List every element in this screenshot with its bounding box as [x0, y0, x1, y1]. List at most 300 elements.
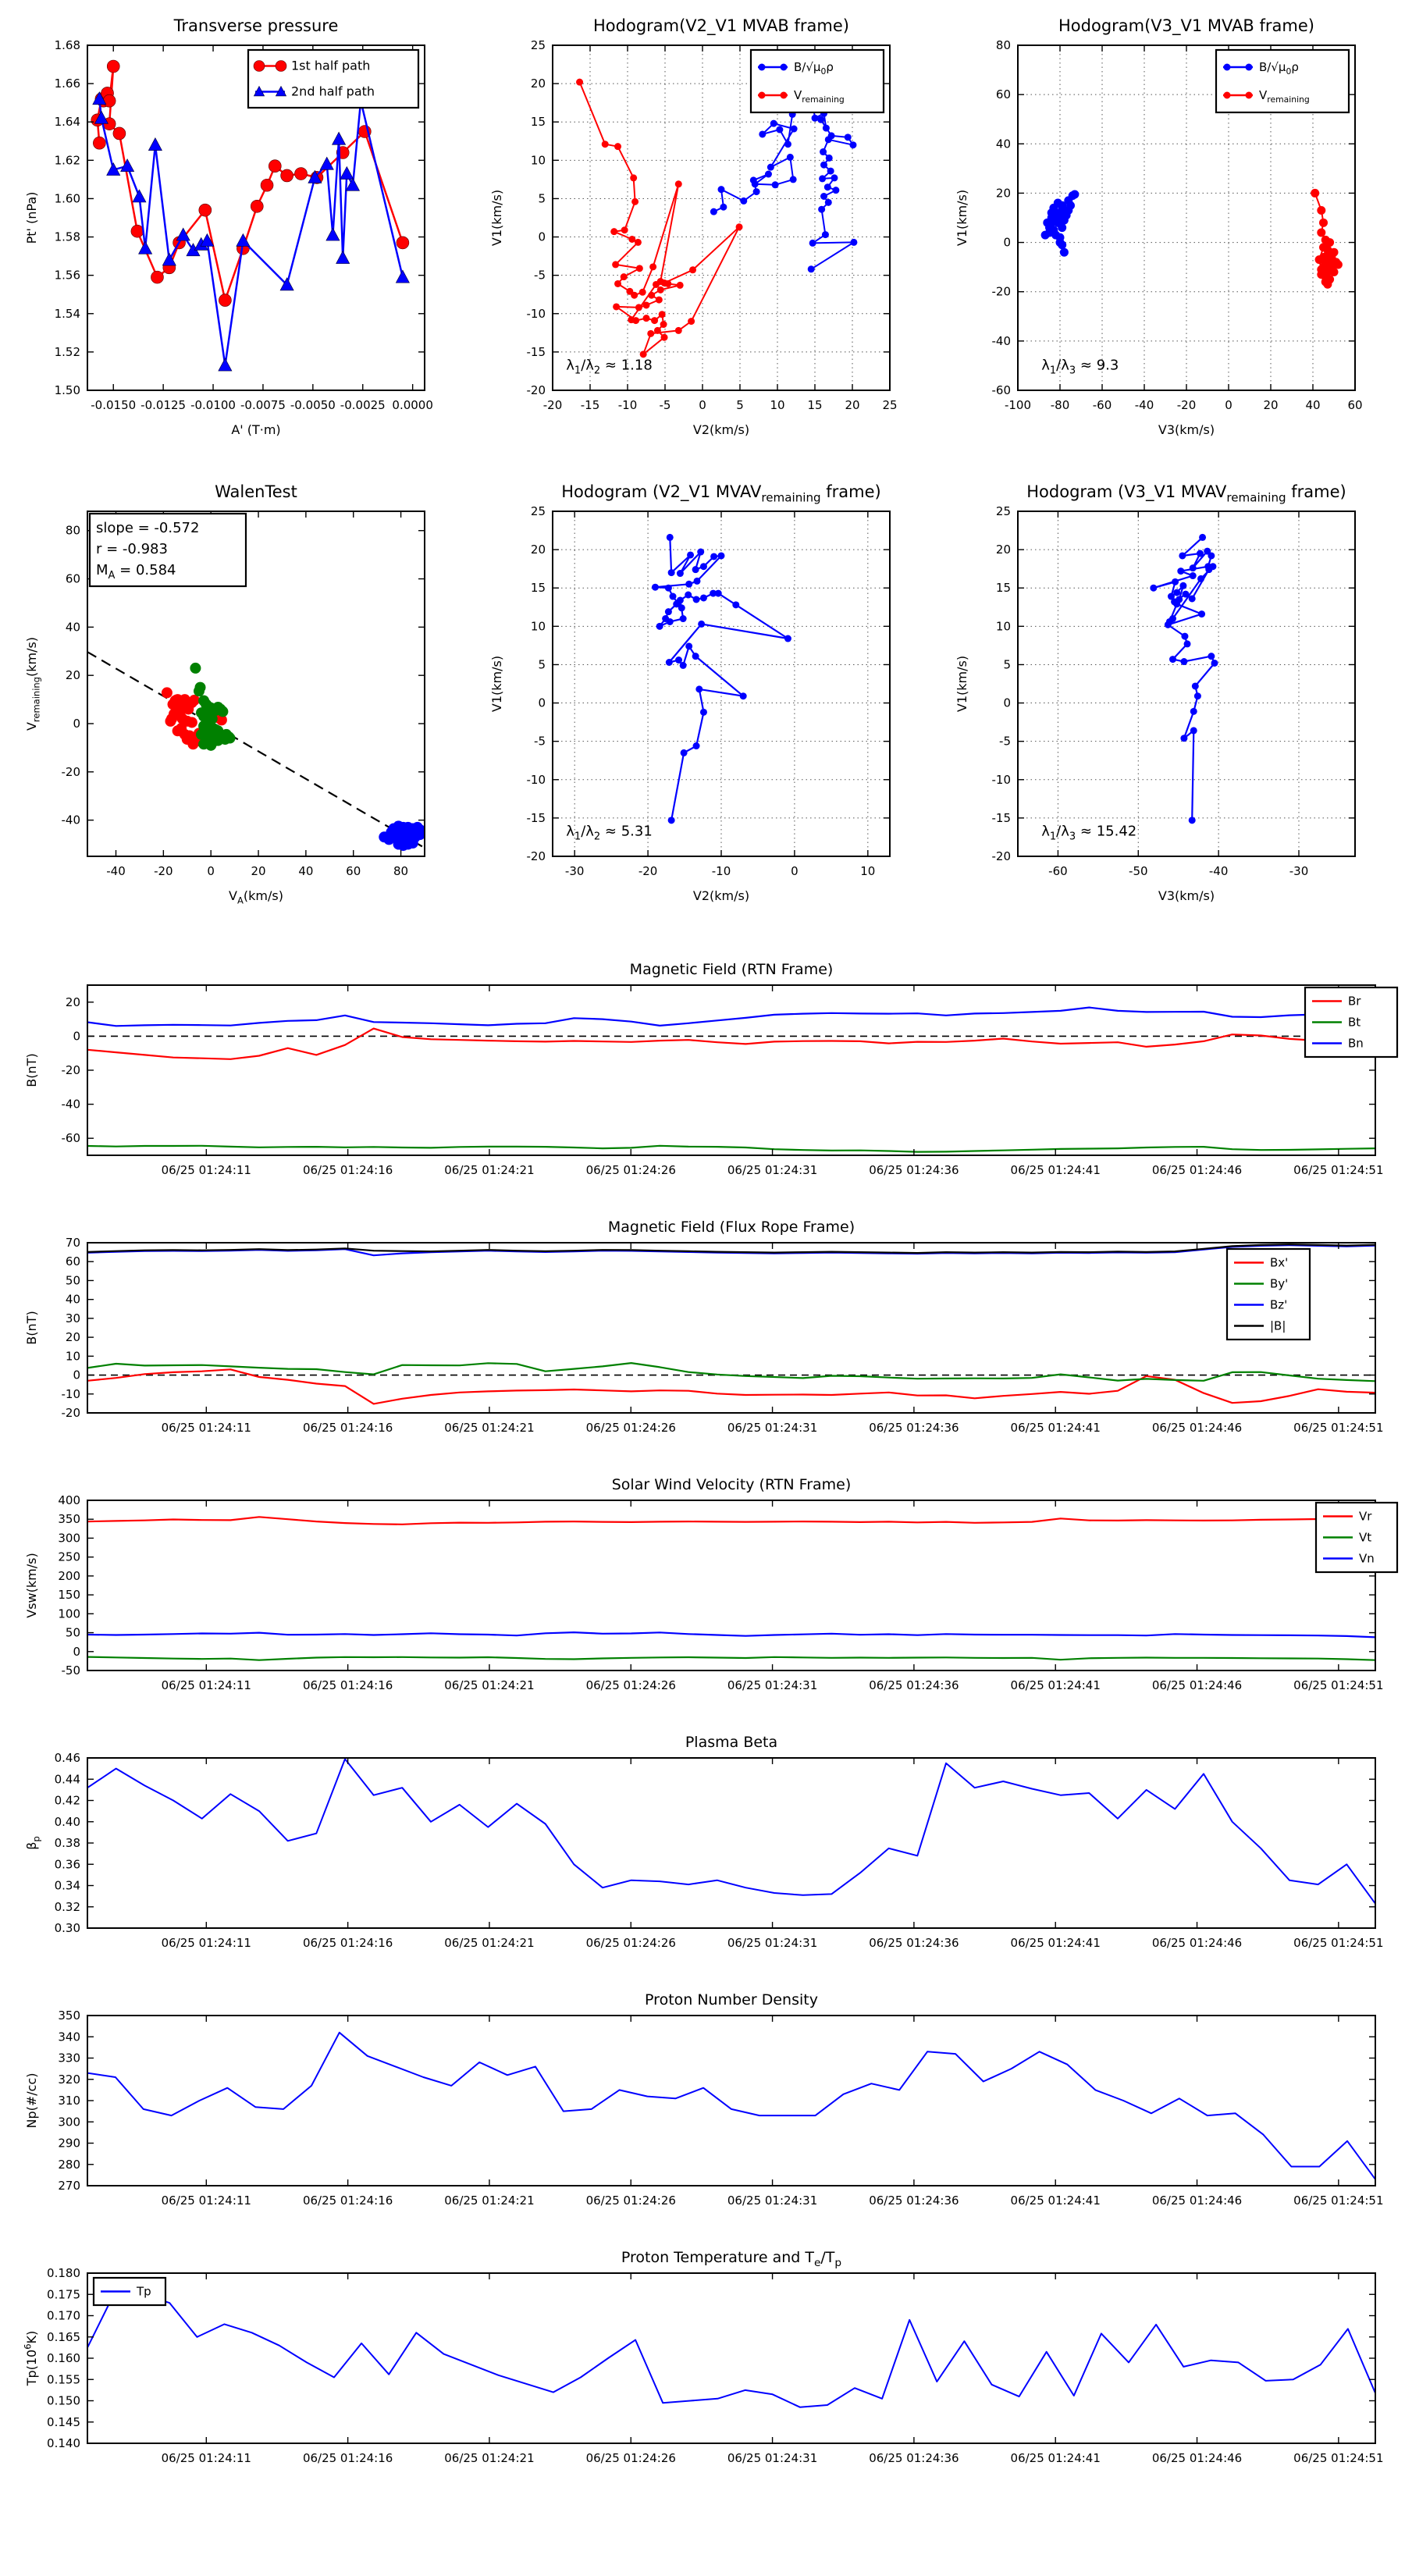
x-tick-label: 06/25 01:24:31: [727, 2451, 818, 2465]
chart-hodogram-v2v1-mvav: [489, 482, 890, 903]
marker-dot: [667, 534, 674, 541]
y-tick-label: 10: [530, 153, 546, 168]
info-box-line: $M_A = 0.584$: [96, 562, 176, 582]
y-tick-label: 40: [995, 137, 1011, 151]
y-tick-label: 340: [58, 2030, 80, 2044]
marker-circle: [261, 179, 273, 191]
marker-dot: [1224, 92, 1231, 99]
marker-dot: [850, 239, 857, 246]
marker-dot: [718, 552, 725, 559]
marker-dot: [1317, 206, 1325, 215]
x-tick-label: -10: [711, 864, 731, 878]
marker-dot: [653, 281, 660, 288]
marker-dot: [225, 733, 236, 744]
marker-dot: [767, 164, 774, 171]
y-tick-label: 30: [65, 1311, 80, 1325]
x-tick-label: 06/25 01:24:21: [444, 1163, 535, 1177]
marker-dot: [665, 608, 672, 615]
marker-dot: [1169, 656, 1176, 663]
legend-label: Bn: [1348, 1036, 1364, 1051]
x-tick-label: 06/25 01:24:16: [302, 1421, 393, 1435]
marker-dot: [677, 570, 684, 577]
x-tick-label: 06/25 01:24:51: [1293, 1421, 1384, 1435]
x-tick-label: 06/25 01:24:31: [727, 1163, 818, 1177]
x-tick-label: 06/25 01:24:11: [161, 1421, 251, 1435]
marker-circle: [251, 200, 263, 212]
x-tick-label: 06/25 01:24:31: [727, 1936, 818, 1950]
y-tick-label: 400: [58, 1493, 80, 1507]
y-tick-label: 310: [58, 2094, 80, 2108]
marker-dot: [685, 642, 692, 649]
y-tick-label: -40: [61, 1097, 80, 1112]
y-tick-label: 40: [65, 1292, 80, 1307]
marker-dot: [1182, 591, 1189, 598]
y-tick-label: -15: [526, 344, 546, 359]
marker-dot: [808, 265, 815, 272]
x-tick-label: -20: [638, 864, 658, 878]
marker-dot: [823, 125, 830, 132]
y-tick-label: 10: [530, 619, 546, 634]
marker-dot: [668, 569, 675, 576]
marker-dot: [827, 168, 834, 175]
marker-circle: [151, 271, 163, 283]
x-tick-label: -0.0025: [340, 398, 386, 412]
x-tick-label: 06/25 01:24:41: [1010, 1421, 1101, 1435]
marker-dot: [654, 327, 661, 334]
y-tick-label: 150: [58, 1588, 80, 1603]
y-tick-label: 0: [73, 1644, 80, 1659]
chart-plasma-beta: [24, 1734, 1384, 1950]
marker-dot: [1194, 692, 1201, 699]
x-tick-label: -40: [1134, 398, 1154, 412]
x-tick-label: 25: [882, 398, 898, 412]
x-tick-label: -20: [154, 864, 173, 878]
x-tick-label: 06/25 01:24:31: [727, 1678, 818, 1692]
chart-title: Hodogram(V2_V1 MVAB frame): [593, 16, 849, 35]
marker-dot: [819, 175, 826, 182]
marker-dot: [614, 280, 621, 287]
chart-magnetic-field-flux-rope: [24, 1219, 1384, 1435]
x-tick-label: 06/25 01:24:51: [1293, 1163, 1384, 1177]
marker-dot: [824, 183, 831, 190]
marker-dot: [1172, 578, 1179, 585]
y-tick-label: 50: [65, 1273, 80, 1288]
y-axis-label: V1(km/s): [489, 655, 504, 713]
y-tick-label: -5: [534, 268, 546, 283]
marker-dot: [776, 126, 783, 133]
x-tick-label: -30: [564, 864, 585, 878]
y-tick-label: -20: [991, 284, 1011, 299]
marker-dot: [1150, 585, 1157, 592]
x-tick-label: 06/25 01:24:26: [585, 1421, 676, 1435]
legend-label: Vn: [1359, 1551, 1375, 1566]
x-tick-label: -10: [617, 398, 638, 412]
y-tick-label: 25: [530, 504, 546, 518]
x-tick-label: 06/25 01:24:46: [1151, 1163, 1243, 1177]
x-tick-label: 06/25 01:24:41: [1010, 2451, 1101, 2465]
y-tick-label: -15: [991, 810, 1011, 825]
y-tick-label: 1.68: [54, 38, 80, 52]
chart-proton-number-density: [24, 1991, 1384, 2208]
y-axis-label: V1(km/s): [489, 189, 504, 247]
y-tick-label: 0.155: [47, 2372, 80, 2387]
marker-dot: [685, 581, 692, 588]
y-tick-label: 100: [58, 1606, 80, 1621]
y-tick-label: 25: [530, 38, 546, 52]
marker-dot: [781, 64, 788, 71]
marker-dot: [812, 115, 819, 122]
x-tick-label: 40: [1305, 398, 1321, 412]
annotation: $\lambda_1/\lambda_3 \approx 15.42$: [1041, 823, 1137, 843]
marker-dot: [576, 79, 583, 86]
marker-dot: [649, 263, 656, 270]
x-tick-label: 06/25 01:24:11: [161, 1678, 251, 1692]
x-tick-label: 06/25 01:24:11: [161, 2194, 251, 2208]
plot-area: [87, 2273, 1375, 2443]
x-tick-label: 06/25 01:24:16: [302, 1936, 393, 1950]
y-axis-label: Np(#/cc): [24, 2073, 39, 2129]
y-tick-label: 20: [65, 994, 80, 1009]
y-tick-label: 0.34: [54, 1878, 80, 1893]
marker-dot: [732, 601, 739, 608]
marker-dot: [772, 181, 779, 188]
marker-dot: [656, 623, 663, 630]
chart-title: Solar Wind Velocity (RTN Frame): [611, 1476, 852, 1493]
x-tick-label: -40: [1208, 864, 1229, 878]
marker-dot: [659, 311, 666, 318]
marker-dot: [652, 584, 659, 591]
y-tick-label: 15: [530, 581, 546, 596]
legend-label: $V_{remaining}$: [1259, 88, 1310, 105]
y-tick-label: 0.140: [47, 2436, 80, 2450]
y-tick-label: -40: [991, 333, 1011, 348]
chart-hodogram-v3v1-mvab: [955, 16, 1363, 437]
y-tick-label: 0.38: [54, 1836, 80, 1850]
x-tick-label: -30: [1289, 864, 1309, 878]
marker-circle: [295, 168, 308, 180]
y-tick-label: 0.36: [54, 1857, 80, 1872]
y-tick-label: 0: [73, 717, 80, 731]
plot-area: [87, 1500, 1375, 1670]
y-tick-label: -40: [61, 813, 80, 827]
marker-dot: [689, 266, 696, 273]
marker-dot: [1070, 190, 1079, 199]
marker-dot: [765, 171, 772, 178]
marker-dot: [700, 594, 707, 601]
chart-title: Plasma Beta: [685, 1734, 778, 1751]
marker-dot: [680, 615, 687, 622]
marker-dot: [1325, 263, 1334, 272]
marker-dot: [1323, 251, 1332, 259]
marker-circle: [199, 204, 212, 216]
y-tick-label: 60: [995, 87, 1011, 102]
y-tick-label: 20: [995, 186, 1011, 201]
marker-dot: [614, 143, 621, 150]
y-tick-label: 1.66: [54, 76, 80, 91]
marker-dot: [1190, 708, 1197, 715]
legend-label: By': [1270, 1276, 1289, 1291]
x-tick-label: 06/25 01:24:36: [869, 1421, 959, 1435]
y-axis-label: $V_{remaining}(km/s)$: [24, 636, 42, 731]
x-tick-label: 06/25 01:24:46: [1151, 1936, 1243, 1950]
legend-label: Vr: [1359, 1509, 1372, 1524]
y-tick-label: 15: [530, 115, 546, 130]
x-tick-label: -100: [1004, 398, 1032, 412]
y-tick-label: 1.62: [54, 153, 80, 168]
marker-dot: [677, 596, 684, 603]
y-tick-label: 320: [58, 2072, 80, 2087]
marker-circle: [254, 61, 265, 72]
legend-label: Vt: [1359, 1530, 1372, 1545]
marker-dot: [628, 236, 635, 243]
y-tick-label: -10: [526, 772, 546, 787]
marker-dot: [205, 740, 216, 751]
x-tick-label: 20: [1263, 398, 1279, 412]
x-tick-label: 06/25 01:24:51: [1293, 2194, 1384, 2208]
y-tick-label: 20: [65, 668, 80, 683]
marker-dot: [820, 162, 827, 169]
marker-dot: [631, 198, 638, 205]
x-tick-label: 15: [807, 398, 823, 412]
marker-dot: [685, 592, 692, 599]
marker-dot: [1180, 658, 1187, 665]
y-axis-label: B(nT): [24, 1311, 39, 1345]
marker-dot: [693, 596, 700, 603]
x-tick-label: 06/25 01:24:36: [869, 1163, 959, 1177]
y-tick-label: 300: [58, 1531, 80, 1546]
y-tick-label: 15: [995, 581, 1011, 596]
marker-dot: [695, 685, 702, 692]
marker-dot: [621, 226, 628, 233]
marker-dot: [831, 174, 838, 181]
x-tick-label: 0: [699, 398, 706, 412]
y-tick-label: 0.170: [47, 2308, 80, 2323]
marker-dot: [700, 709, 707, 716]
x-tick-label: 60: [1347, 398, 1363, 412]
y-axis-label: V1(km/s): [955, 655, 969, 713]
y-tick-label: 0.160: [47, 2351, 80, 2365]
chart-title: WalenTest: [215, 482, 297, 501]
y-axis-label: V1(km/s): [955, 189, 969, 247]
marker-circle: [269, 160, 281, 173]
marker-circle: [276, 61, 286, 72]
chart-magnetic-field-rtn: [24, 961, 1397, 1177]
marker-dot: [790, 176, 797, 183]
marker-dot: [784, 635, 791, 642]
y-tick-label: 250: [58, 1550, 80, 1564]
marker-dot: [759, 64, 766, 71]
marker-dot: [687, 551, 694, 558]
y-tick-label: 0.175: [47, 2287, 80, 2302]
marker-dot: [718, 186, 725, 193]
marker-dot: [781, 92, 788, 99]
y-tick-label: 0.40: [54, 1814, 80, 1829]
y-tick-label: 1.52: [54, 344, 80, 359]
marker-circle: [219, 294, 231, 307]
legend-label: $V_{remaining}$: [794, 88, 845, 105]
marker-dot: [636, 265, 643, 272]
x-tick-label: 0: [791, 864, 799, 878]
y-tick-label: 1.64: [54, 115, 80, 130]
marker-dot: [1317, 265, 1325, 274]
x-tick-label: 06/25 01:24:36: [869, 2194, 959, 2208]
marker-dot: [610, 228, 617, 235]
y-tick-label: 70: [65, 1236, 80, 1250]
x-tick-label: 06/25 01:24:21: [444, 2194, 535, 2208]
marker-dot: [1060, 206, 1069, 215]
x-tick-label: -0.0150: [91, 398, 137, 412]
marker-dot: [1060, 248, 1069, 257]
marker-dot: [1190, 572, 1197, 579]
x-tick-label: 06/25 01:24:16: [302, 2451, 393, 2465]
marker-circle: [281, 169, 293, 182]
x-tick-label: 20: [845, 398, 860, 412]
legend-label: Bx': [1270, 1255, 1289, 1270]
marker-dot: [647, 330, 654, 337]
y-tick-label: -20: [61, 764, 80, 779]
chart-transverse-pressure: [24, 16, 433, 437]
marker-circle: [93, 137, 105, 149]
x-tick-label: 06/25 01:24:11: [161, 2451, 251, 2465]
y-tick-label: 350: [58, 1512, 80, 1527]
marker-dot: [1199, 534, 1206, 541]
x-tick-label: 10: [770, 398, 785, 412]
chart-title: Proton Temperature and $T_e/T_p$: [621, 2249, 842, 2270]
y-tick-label: 0.44: [54, 1772, 80, 1787]
x-tick-label: 06/25 01:24:36: [869, 1678, 959, 1692]
marker-dot: [1208, 552, 1215, 559]
marker-dot: [1224, 64, 1231, 71]
marker-dot: [817, 116, 824, 123]
marker-dot: [648, 292, 655, 299]
x-tick-label: -60: [1048, 864, 1068, 878]
x-tick-label: -0.0050: [290, 398, 336, 412]
marker-circle: [131, 225, 144, 237]
x-tick-label: 06/25 01:24:46: [1151, 1421, 1243, 1435]
x-tick-label: 06/25 01:24:51: [1293, 2451, 1384, 2465]
y-tick-label: 5: [1003, 657, 1011, 672]
plot-area: [1018, 511, 1355, 856]
y-tick-label: 300: [58, 2115, 80, 2129]
y-tick-label: -20: [61, 1406, 80, 1420]
x-tick-label: 06/25 01:24:51: [1293, 1678, 1384, 1692]
x-tick-label: 06/25 01:24:16: [302, 1678, 393, 1692]
marker-dot: [1211, 660, 1218, 667]
y-axis-label: Vsw(km/s): [24, 1553, 39, 1618]
chart-hodogram-v2v1-mvab: [489, 16, 898, 437]
marker-dot: [162, 687, 173, 698]
plot-area: [87, 985, 1375, 1155]
y-axis-label: Pt' (nPa): [24, 191, 39, 244]
marker-dot: [1189, 595, 1196, 602]
marker-dot: [1319, 219, 1328, 227]
x-tick-label: -60: [1092, 398, 1112, 412]
marker-dot: [1049, 214, 1058, 222]
marker-dot: [1192, 682, 1199, 689]
y-tick-label: 5: [538, 657, 546, 672]
y-tick-label: 0.180: [47, 2266, 80, 2280]
marker-dot: [700, 563, 707, 570]
x-tick-label: 06/25 01:24:21: [444, 1936, 535, 1950]
legend-label: Tp: [137, 2284, 151, 2299]
y-tick-label: 0.165: [47, 2329, 80, 2344]
y-tick-label: -10: [991, 772, 1011, 787]
x-tick-label: 06/25 01:24:26: [585, 1163, 676, 1177]
y-tick-label: 280: [58, 2157, 80, 2172]
marker-dot: [694, 578, 701, 585]
x-axis-label: A' (T·m): [231, 422, 281, 437]
marker-dot: [635, 239, 642, 246]
legend-label: Bt: [1348, 1015, 1361, 1030]
marker-dot: [787, 154, 794, 161]
y-tick-label: 25: [995, 504, 1011, 518]
marker-dot: [630, 174, 637, 181]
x-tick-label: -0.0100: [190, 398, 236, 412]
chart-title: Proton Number Density: [645, 1991, 818, 2008]
marker-dot: [1319, 243, 1328, 251]
chart-title: Transverse pressure: [173, 16, 339, 35]
marker-dot: [1190, 727, 1197, 734]
y-tick-label: 1.58: [54, 229, 80, 244]
y-tick-label: -20: [526, 383, 546, 397]
marker-dot: [759, 92, 766, 99]
x-axis-label: V2(km/s): [692, 422, 750, 437]
marker-dot: [1165, 621, 1172, 628]
y-tick-label: 20: [65, 1330, 80, 1345]
marker-dot: [187, 717, 197, 728]
marker-dot: [1197, 575, 1204, 582]
x-tick-label: 06/25 01:24:26: [585, 2451, 676, 2465]
x-tick-label: 0: [1225, 398, 1232, 412]
x-tick-label: 10: [860, 864, 876, 878]
y-axis-label: $Tp(10^6K)$: [22, 2330, 39, 2386]
y-tick-label: 270: [58, 2179, 80, 2193]
chart-proton-temperature: [22, 2249, 1383, 2465]
x-tick-label: 06/25 01:24:41: [1010, 1936, 1101, 1950]
plot-area: [87, 1243, 1375, 1413]
y-tick-label: 200: [58, 1568, 80, 1583]
y-tick-label: 1.54: [54, 306, 80, 321]
marker-dot: [832, 187, 839, 194]
x-tick-label: 80: [393, 864, 409, 878]
marker-dot: [660, 321, 667, 328]
marker-dot: [635, 304, 642, 311]
marker-dot: [612, 261, 619, 268]
marker-dot: [217, 706, 228, 717]
y-tick-label: -60: [61, 1131, 80, 1146]
y-tick-label: 0: [73, 1368, 80, 1382]
y-tick-label: -15: [526, 810, 546, 825]
x-tick-label: 06/25 01:24:21: [444, 2451, 535, 2465]
x-tick-label: -5: [659, 398, 671, 412]
annotation: $\lambda_1/\lambda_2 \approx 5.31$: [566, 823, 653, 843]
x-tick-label: 06/25 01:24:41: [1010, 1163, 1101, 1177]
marker-dot: [692, 653, 699, 660]
marker-dot: [1190, 564, 1197, 571]
y-tick-label: 20: [530, 543, 546, 557]
y-tick-label: 0.145: [47, 2414, 80, 2429]
y-tick-label: -10: [526, 306, 546, 321]
x-tick-label: 06/25 01:24:46: [1151, 2451, 1243, 2465]
marker-dot: [194, 685, 205, 696]
y-tick-label: 10: [65, 1349, 80, 1364]
x-tick-label: 06/25 01:24:11: [161, 1163, 251, 1177]
x-tick-label: 0.0000: [392, 398, 433, 412]
y-tick-label: 0: [538, 229, 546, 244]
y-tick-label: 80: [995, 38, 1011, 52]
marker-dot: [668, 817, 675, 824]
y-tick-label: -10: [61, 1386, 80, 1401]
